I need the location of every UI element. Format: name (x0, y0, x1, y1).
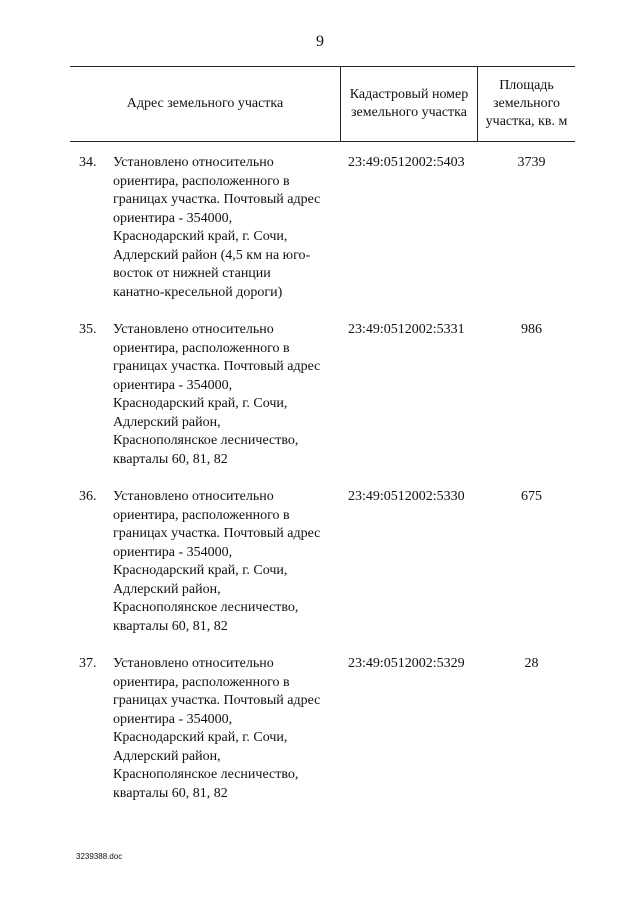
row-cadastral-number: 23:49:0512002:5403 (348, 155, 465, 170)
address-line: Краснодарский край, г. Сочи, (113, 396, 288, 411)
table-row (70, 321, 575, 469)
address-line: Краснополянское лесничество, (113, 433, 299, 448)
row-address (113, 321, 348, 469)
address-line: Адлерский район, (113, 748, 221, 764)
row-number: 34. (79, 155, 97, 170)
row-area: 3739 (517, 155, 546, 170)
address-line: Установлено относительно (113, 155, 274, 170)
page-number: 9 (316, 33, 324, 50)
address-line: кварталы 60, 81, 82 (113, 451, 228, 467)
table-row (70, 488, 575, 636)
address-line: Адлерский район, (113, 414, 221, 430)
table-row (70, 154, 575, 302)
address-line: Краснодарский край, г. Сочи, (113, 730, 288, 745)
table-header (70, 66, 575, 142)
address-line: канатно-кресельной дороги) (113, 284, 283, 300)
address-line: Адлерский район (4,5 км на юго- (113, 247, 311, 263)
address-line: ориентира, расположенного в (113, 507, 290, 523)
address-line: Краснодарский край, г. Сочи, (113, 229, 288, 244)
row-number: 35. (79, 322, 97, 337)
header-address: Адрес земельного участка (70, 67, 341, 141)
land-plots-table (70, 66, 575, 803)
address-line: Краснодарский край, г. Сочи, (113, 563, 288, 578)
row-cadastral-number: 23:49:0512002:5329 (348, 656, 465, 671)
address-line: Установлено относительно (113, 322, 274, 337)
address-line: границах участка. Почтовый адрес (113, 359, 321, 374)
row-number: 36. (79, 489, 97, 504)
row-cadastral-number: 23:49:0512002:5330 (348, 489, 465, 504)
address-line: восток от нижней станции (113, 266, 271, 281)
address-line: границах участка. Почтовый адрес (113, 526, 321, 541)
address-line: ориентира - 354000, (113, 711, 233, 727)
row-address (113, 655, 348, 803)
row-cadastral-number: 23:49:0512002:5331 (348, 322, 465, 337)
address-line: границах участка. Почтовый адрес (113, 693, 321, 708)
address-line: Краснополянское лесничество, (113, 767, 299, 782)
address-line: Адлерский район, (113, 581, 221, 597)
row-area: 675 (521, 489, 542, 504)
address-line: ориентира - 354000, (113, 210, 233, 226)
row-address (113, 154, 348, 302)
address-line: ориентира - 354000, (113, 377, 233, 393)
address-line: Установлено относительно (113, 656, 274, 671)
row-number: 37. (79, 656, 97, 671)
address-line: ориентира, расположенного в (113, 173, 290, 189)
header-cadastral-number: Кадастровый номер земельного участка (341, 67, 478, 141)
row-area: 986 (521, 322, 542, 337)
address-line: Краснополянское лесничество, (113, 600, 299, 615)
header-area: Площадь земельного участка, кв. м (485, 78, 568, 129)
table-body (70, 154, 575, 803)
document-filename: 3239388.doc (76, 852, 123, 861)
address-line: границах участка. Почтовый адрес (113, 192, 321, 207)
table-row (70, 655, 575, 803)
address-line: ориентира - 354000, (113, 544, 233, 560)
row-address (113, 488, 348, 636)
address-line: ориентира, расположенного в (113, 674, 290, 690)
address-line: кварталы 60, 81, 82 (113, 618, 228, 634)
address-line: кварталы 60, 81, 82 (113, 785, 228, 801)
address-line: Установлено относительно (113, 489, 274, 504)
row-area: 28 (524, 656, 539, 671)
address-line: ориентира, расположенного в (113, 340, 290, 356)
